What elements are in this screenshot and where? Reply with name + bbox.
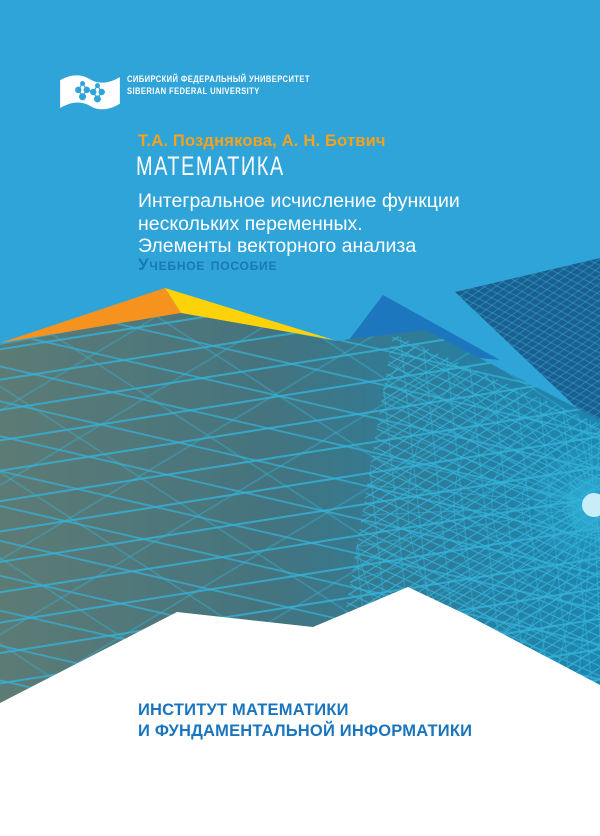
book-subtitle bbox=[138, 190, 460, 258]
subtitle-line-3: Элементы векторного анализа bbox=[138, 235, 417, 257]
university-flag-icon bbox=[58, 69, 122, 115]
institute-line-2: И ФУНДАМЕНТАЛЬНОЙ ИНФОРМАТИКИ bbox=[138, 722, 473, 740]
authors-line: Т.А. Позднякова, А. Н. Ботвич bbox=[138, 132, 386, 150]
university-logo bbox=[127, 74, 310, 97]
institute-name bbox=[138, 700, 472, 742]
university-name-en: SIBERIAN FEDERAL UNIVERSITY bbox=[127, 85, 260, 97]
edition-type-label: Учебное пособие bbox=[138, 255, 278, 274]
flag-shape bbox=[60, 75, 120, 109]
subtitle-line-1: Интегральное исчисление функции bbox=[138, 190, 460, 212]
book-title: МАТЕМАТИКА bbox=[136, 151, 285, 181]
university-name-ru: СИБИРСКИЙ ФЕДЕРАЛЬНЫЙ УНИВЕРСИТЕТ bbox=[127, 74, 310, 85]
institute-line-1: ИНСТИТУТ МАТЕМАТИКИ bbox=[138, 701, 349, 719]
subtitle-line-2: нескольких переменных. bbox=[138, 212, 363, 235]
